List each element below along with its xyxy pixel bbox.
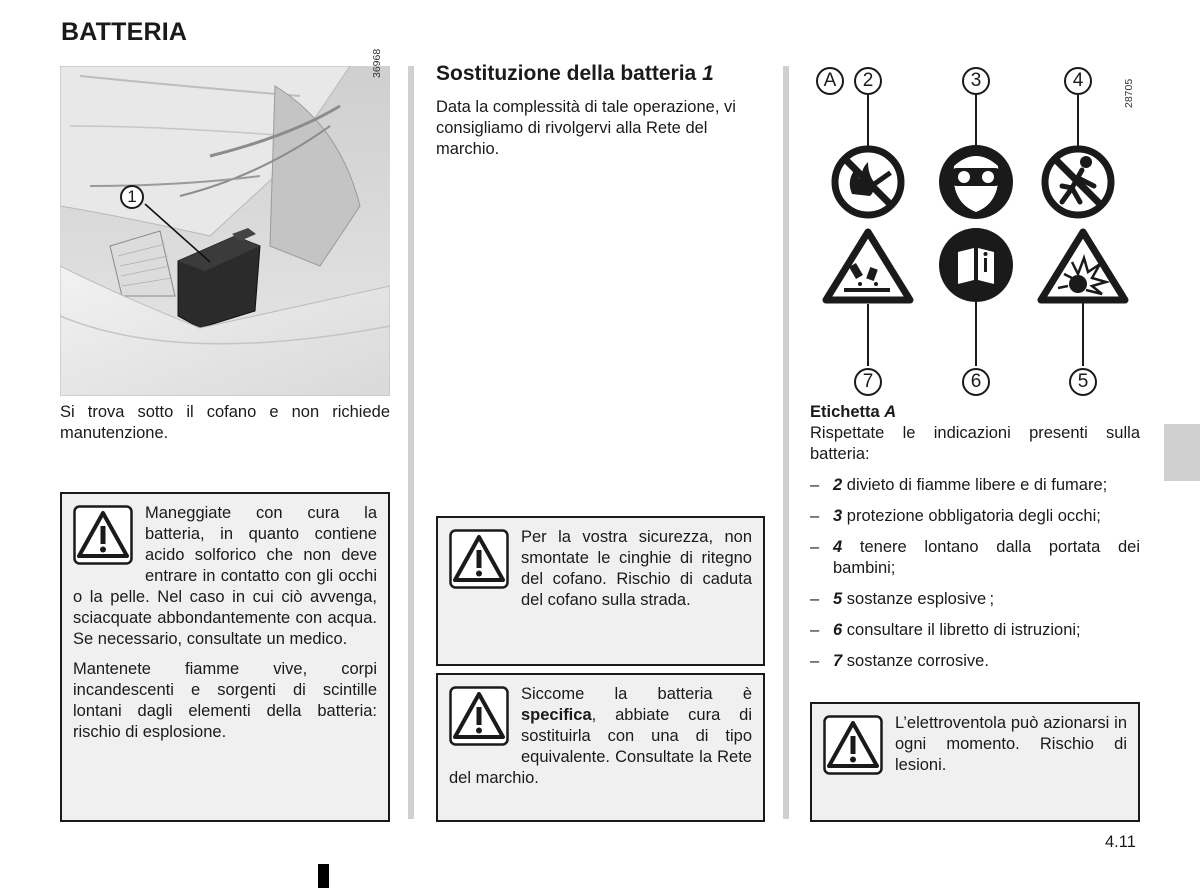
warning-triangle-icon xyxy=(823,715,883,781)
callout-4: 4 xyxy=(1064,67,1092,95)
specific-battery-warning-box xyxy=(436,673,765,822)
warning-triangle-icon xyxy=(73,505,133,571)
callout-6: 6 xyxy=(962,368,990,396)
list-item xyxy=(810,589,1140,610)
label-a-title-letter: A xyxy=(884,403,897,421)
page-number: 4.11 xyxy=(1105,833,1136,851)
list-dash: – xyxy=(810,476,820,494)
callout-5: 5 xyxy=(1069,368,1097,396)
list-item-number: 4 xyxy=(833,538,843,556)
explosion-warning-text: Mantenete fiamme vive, corpi incandescenti e sorgenti di scintille lontani dagli elementi della batteria: rischio di esplosione. xyxy=(73,660,377,741)
list-item-number: 7 xyxy=(833,652,843,670)
warning-triangle-icon xyxy=(449,529,509,595)
print-registration-mark xyxy=(318,864,329,888)
list-item-number: 3 xyxy=(833,507,843,525)
label-a-pictograms xyxy=(810,62,1130,398)
section-thumb-tab xyxy=(1164,424,1200,481)
list-dash: – xyxy=(810,652,820,670)
list-item-text: sostanze esplosive ; xyxy=(842,590,995,608)
list-item-number: 5 xyxy=(833,590,843,608)
column-divider-right xyxy=(783,66,789,819)
list-item xyxy=(810,537,1140,579)
keep-away-from-children-icon xyxy=(1045,149,1111,215)
callout-2: 2 xyxy=(854,67,882,95)
battery-location-caption: Si trova sotto il cofano e non richiede manutenzione. xyxy=(60,403,390,442)
replacement-heading-text: Sostituzione della batteria xyxy=(436,62,697,85)
battery-location-illustration xyxy=(60,66,390,396)
fan-warning-text: L’elettroventola può azionarsi in ogni momento. Rischio di lesioni. xyxy=(895,714,1127,774)
label-a-legend-list xyxy=(810,475,1140,682)
list-item xyxy=(810,475,1140,496)
no-open-flame-icon xyxy=(835,149,901,215)
list-dash: – xyxy=(810,621,820,639)
warning-triangle-icon xyxy=(449,686,509,752)
callout-1: 1 xyxy=(120,185,144,209)
list-item xyxy=(810,506,1140,527)
specific-battery-text-post: , abbiate cura di sostituirla con una di tipo equivalente. Consultate la Rete del marchio. xyxy=(449,706,752,787)
list-dash: – xyxy=(810,507,820,525)
page-title: BATTERIA xyxy=(61,18,188,46)
specific-battery-text-bold: specifica xyxy=(521,706,592,724)
list-item xyxy=(810,620,1140,641)
list-item-text: sostanze corrosive. xyxy=(842,652,989,670)
acid-warning-text: Maneggiate con cura la batteria, in quanto contiene acido solforico che non deve entrare in contatto con gli occhi o la pelle. Nel caso in cui ciò avvenga, sciacquate abbondantemente con acqua. Se necessario, consultate un medico. xyxy=(73,504,377,648)
list-dash: – xyxy=(810,590,820,608)
label-a-intro: Rispettate le indicazioni presenti sulla batteria: xyxy=(810,424,1140,463)
eye-protection-icon xyxy=(939,145,1013,219)
corrosive-icon xyxy=(826,232,910,300)
list-item-text: divieto di fiamme libere e di fumare; xyxy=(842,476,1108,494)
list-item-number: 6 xyxy=(833,621,843,639)
specific-battery-text-pre: Siccome la batteria è xyxy=(521,685,752,703)
list-dash: – xyxy=(810,538,820,556)
photo-reference-code: 36968 xyxy=(371,48,383,78)
replacement-heading-number: 1 xyxy=(702,62,714,85)
label-a-title xyxy=(810,402,1140,423)
hood-strap-warning-box xyxy=(436,516,765,666)
list-item xyxy=(810,651,1140,672)
callout-3: 3 xyxy=(962,67,990,95)
explosive-icon xyxy=(1041,232,1125,300)
list-item-text: protezione obbligatoria degli occhi; xyxy=(842,507,1101,525)
callout-7: 7 xyxy=(854,368,882,396)
list-item-number: 2 xyxy=(833,476,843,494)
replacement-intro: Data la complessità di tale operazione, vi consigliamo di rivolgervi alla Rete del marchio. xyxy=(436,98,736,158)
replacement-heading xyxy=(436,62,714,86)
list-item-text: consultare il libretto di istruzioni; xyxy=(842,621,1081,639)
battery-label-diagram xyxy=(810,62,1130,398)
read-manual-icon xyxy=(939,228,1013,302)
labels-reference-code: 28705 xyxy=(1123,78,1135,108)
label-a-title-text: Etichetta xyxy=(810,403,885,421)
acid-warning-box xyxy=(60,492,390,822)
engine-bay-photo xyxy=(60,66,390,396)
list-item-text: tenere lontano dalla portata dei bambini; xyxy=(833,538,1140,577)
callout-a: A xyxy=(816,67,844,95)
fan-warning-box xyxy=(810,702,1140,822)
column-divider-left xyxy=(408,66,414,819)
label-a-description xyxy=(810,402,1140,465)
hood-strap-warning-text: Per la vostra sicurezza, non smontate le cinghie di ritegno del cofano. Rischio di caduta del cofano sulla strada. xyxy=(521,528,752,609)
